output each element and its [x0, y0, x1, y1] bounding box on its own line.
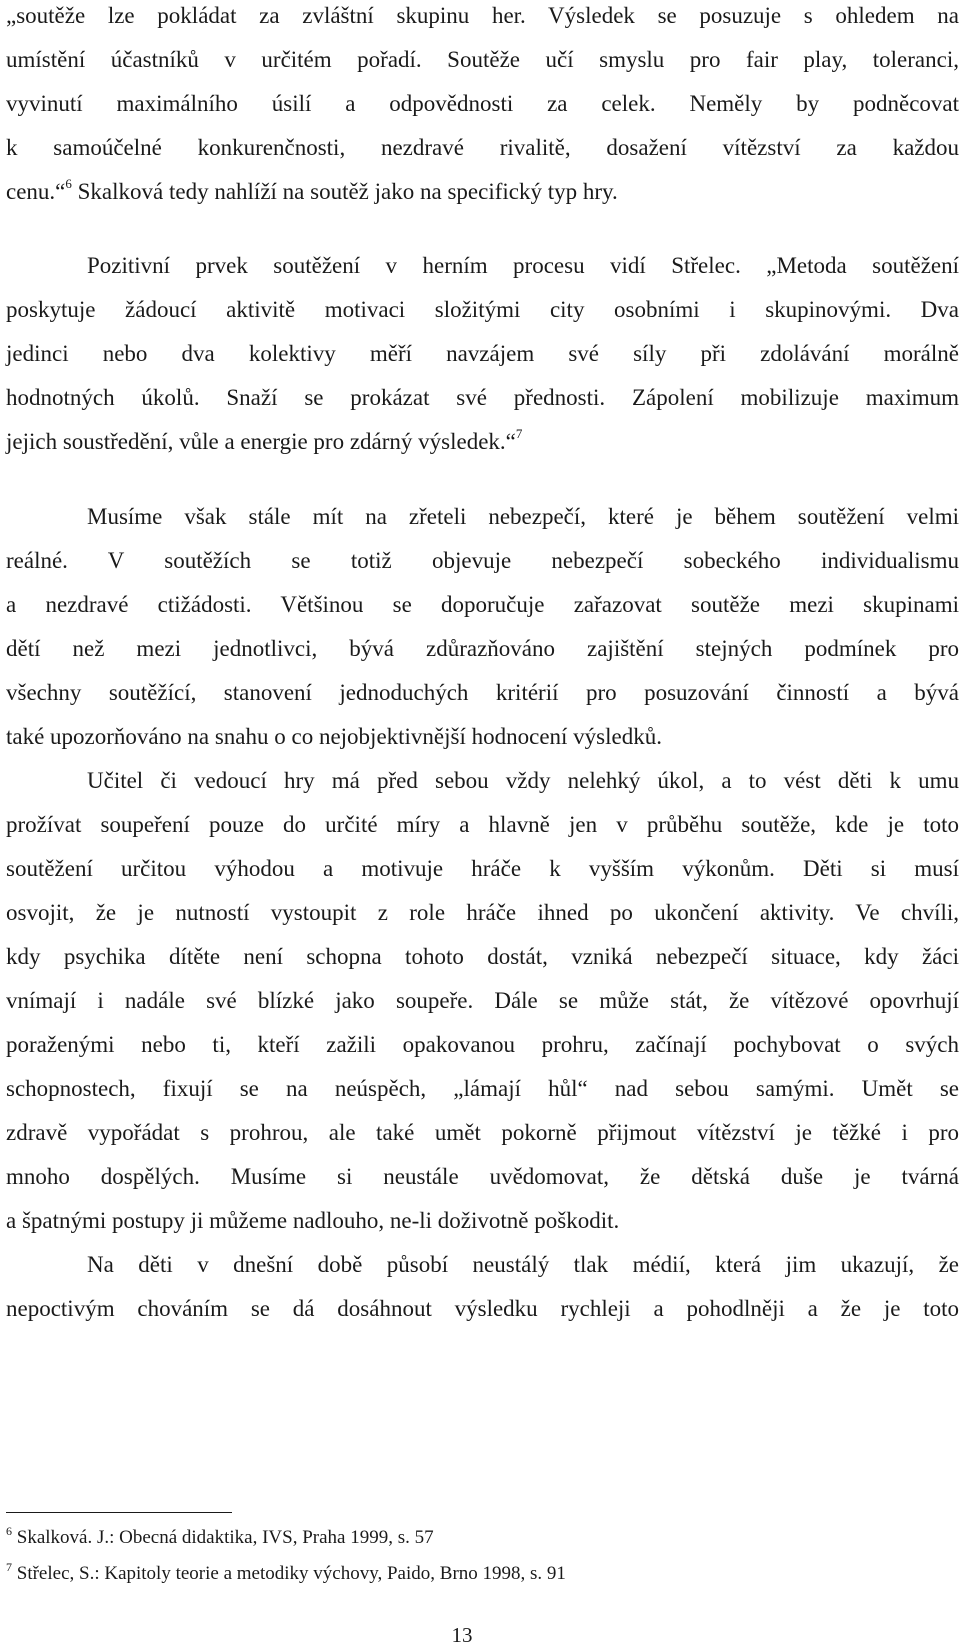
- text-line: „soutěže lze pokládat za zvláštní skupinu her. Výsledek se posuzuje s ohledem na: [6, 3, 959, 28]
- text-line: nepoctivým chováním se dá dosáhnout výsledku rychleji a pohodlněji a že je toto: [6, 1296, 959, 1321]
- text-line: vnímají i nadále své blízké jako soupeře. Dále se může stát, že vítězové opovrhují: [6, 988, 959, 1013]
- text-line: schopnostech, fixují se na neúspěch, „lámají hůl“ nad sebou samými. Umět se: [6, 1076, 959, 1101]
- text-line: poraženými nebo ti, kteří zažili opakovanou prohru, začínají pochybovat o svých: [6, 1032, 959, 1057]
- text-line: osvojit, že je nutností vystoupit z role hráče ihned po ukončení aktivity. Ve chvíli,: [6, 900, 959, 925]
- text-line: také upozorňováno na snahu o co nejobjektivnější hodnocení výsledků.: [6, 724, 662, 749]
- text-line: všechny soutěžící, stanovení jednoduchých kritérií pro posuzování činností a bývá: [6, 680, 959, 705]
- text-line: zdravě vypořádat s prohrou, ale také umět pokorně přijmout vítězství je těžké i pro: [6, 1120, 959, 1145]
- text-line: soutěžení určitou výhodou a motivuje hráče k vyšším výkonům. Děti si musí: [6, 856, 959, 881]
- text-line: a nezdravé ctižádosti. Většinou se doporučuje zařazovat soutěže mezi skupinami: [6, 592, 959, 617]
- page-number: 13: [451, 1623, 473, 1647]
- footnote-text: Skalková. J.: Obecná didaktika, IVS, Praha 1999, s. 57: [12, 1527, 434, 1548]
- footnote-marker: 6: [6, 1524, 12, 1538]
- footnote-text: Střelec, S.: Kapitoly teorie a metodiky výchovy, Paido, Brno 1998, s. 91: [12, 1563, 566, 1584]
- text-line: mnoho dospělých. Musíme si neustále uvědomovat, že dětská duše je tvárná: [6, 1164, 959, 1189]
- footnote-reference: 6: [65, 176, 72, 191]
- text-line: jejich soustředění, vůle a energie pro zdárný výsledek.“$^7$: [6, 426, 523, 454]
- text-line: vyvinutí maximálního úsilí a odpovědnosti za celek. Neměly by podněcovat: [6, 91, 959, 116]
- text-line: jedinci nebo dva kolektivy měří navzájem své síly při zdolávání morálně: [6, 341, 959, 366]
- text-line: cenu.“$^6$ Skalková tedy nahlíží na soutěž jako na specifický typ hry.: [6, 176, 618, 204]
- text-line: Na děti v dnešní době působí neustálý tlak médií, která jim ukazují, že: [87, 1252, 959, 1277]
- footnote-reference: 7: [515, 426, 523, 441]
- footnote-divider: [6, 1512, 232, 1513]
- text-line: Musíme však stále mít na zřeteli nebezpečí, které je během soutěžení velmi: [87, 504, 959, 529]
- text-line: poskytuje žádoucí aktivitě motivaci složitými city osobními i skupinovými. Dva: [6, 297, 959, 322]
- text-line: kdy psychika dítěte není schopna tohoto dostát, vzniká nebezpečí situace, kdy žáci: [6, 944, 959, 969]
- text-line: reálné. V soutěžích se totiž objevuje nebezpečí sobeckého individualismu: [6, 548, 959, 573]
- text-line: prožívat soupeření pouze do určité míry a hlavně jen v průběhu soutěže, kde je toto: [6, 812, 959, 837]
- text-line: k samoúčelné konkurenčnosti, nezdravé rivalitě, dosažení vítězství za každou: [6, 135, 959, 160]
- text-line: umístění účastníků v určitém pořadí. Soutěže učí smyslu pro fair play, toleranci,: [6, 47, 959, 72]
- text-line: Učitel či vedoucí hry má před sebou vždy nelehký úkol, a to vést děti k umu: [87, 768, 959, 793]
- footnote: [6, 1562, 566, 1586]
- text-line: dětí než mezi jednotlivci, bývá zdůrazňováno zajištění stejných podmínek pro: [6, 636, 959, 661]
- text-line: a špatnými postupy ji můžeme nadlouho, ne-li doživotně poškodit.: [6, 1208, 620, 1233]
- text-line: Pozitivní prvek soutěžení v herním procesu vidí Střelec. „Metoda soutěžení: [87, 253, 959, 278]
- footnote-marker: 7: [6, 1560, 12, 1574]
- text-line: hodnotných úkolů. Snaží se prokázat své přednosti. Zápolení mobilizuje maximum: [6, 385, 959, 410]
- footnote: [6, 1526, 434, 1550]
